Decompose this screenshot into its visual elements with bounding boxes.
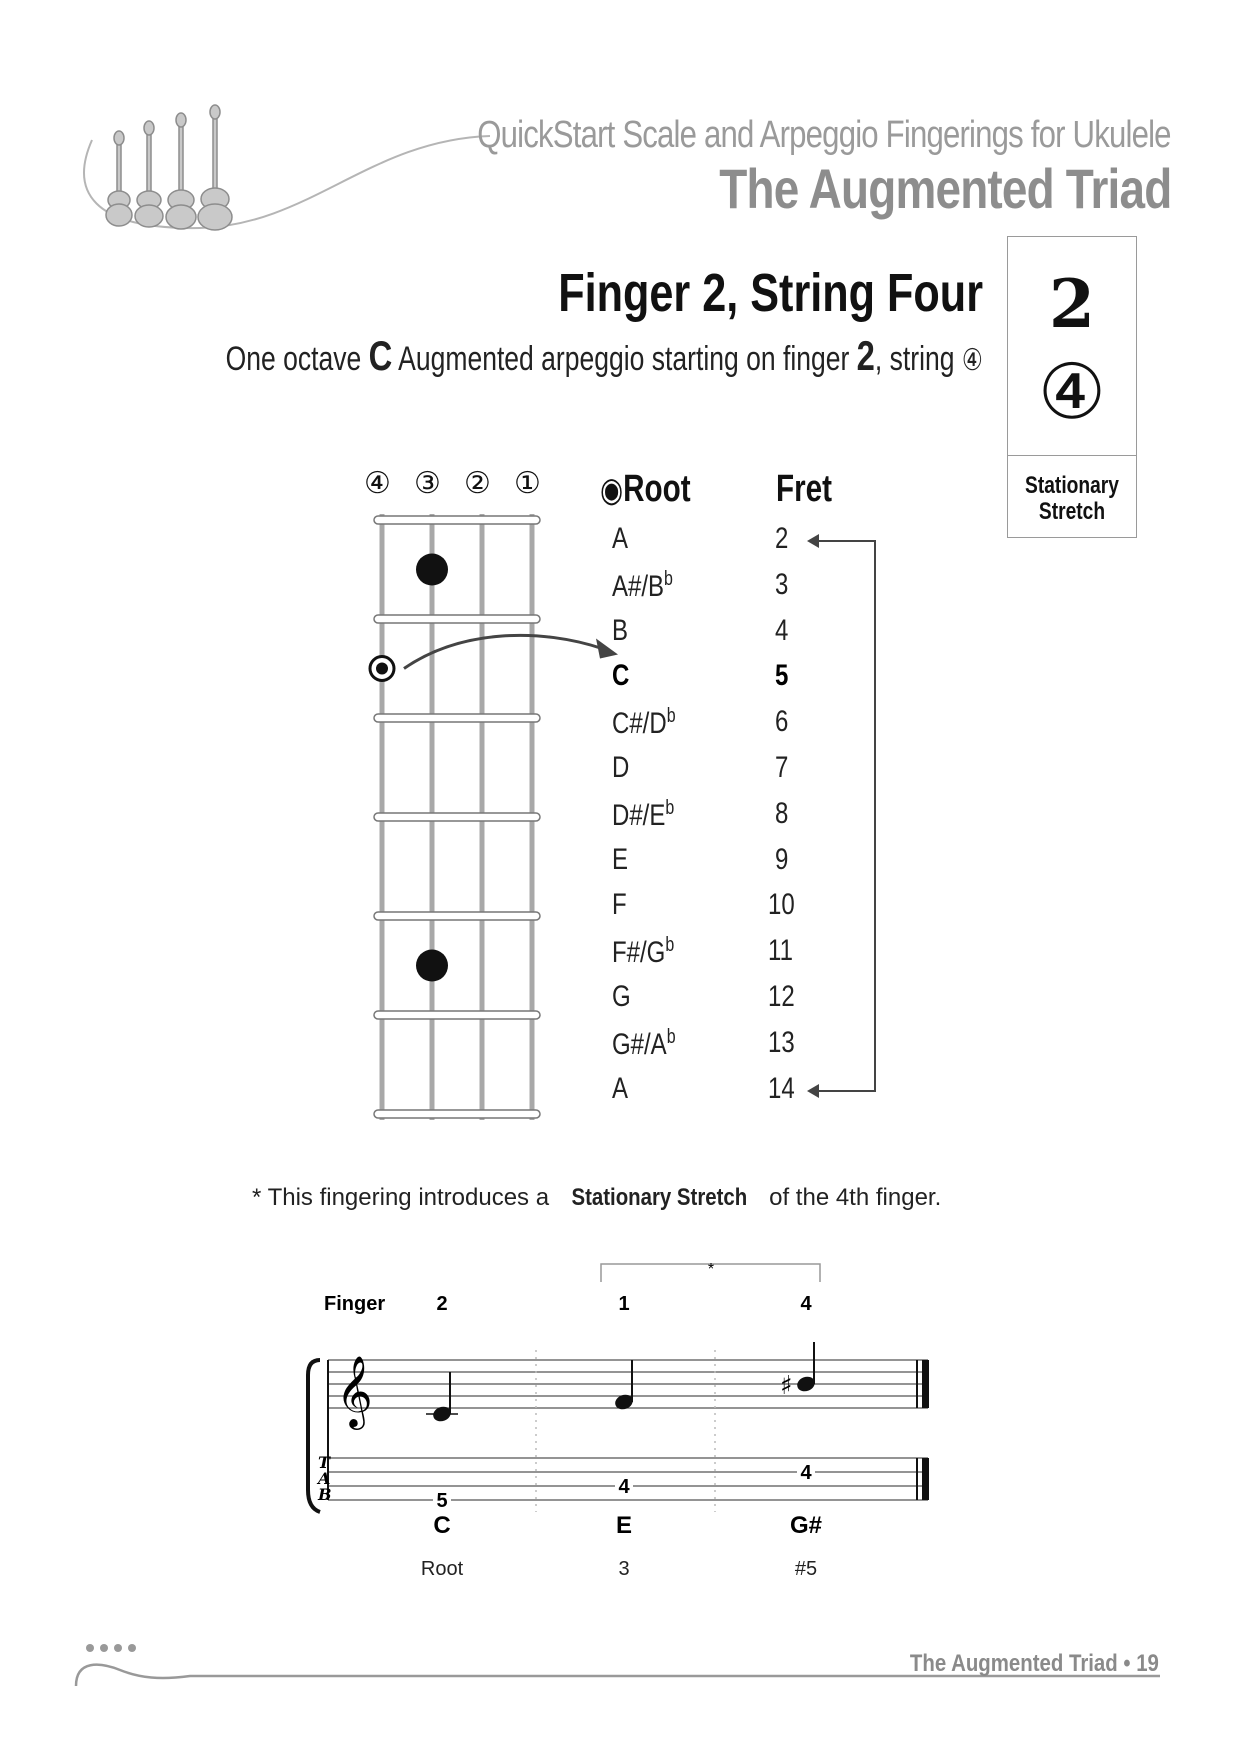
sharp-icon: ♯ [780, 1371, 793, 1401]
stretch-mark: * [707, 1261, 715, 1278]
tab-clef-letter: B [318, 1485, 332, 1504]
desc-finger: 2 [856, 332, 876, 379]
badge-finger-number: 2 [1049, 265, 1095, 343]
finger-number: 4 [800, 1293, 812, 1315]
chord-note-name: G# [789, 1512, 823, 1539]
root-dot-center [376, 663, 388, 675]
footer-page-label: The Augmented Triad • 19 [910, 1650, 1159, 1677]
flat-sign: b [666, 705, 676, 728]
fret-number: 13 [768, 1025, 795, 1059]
treble-clef-icon: 𝄞 [336, 1354, 373, 1427]
root-header [600, 468, 691, 511]
desc-text: , string [875, 340, 963, 378]
header-title: The Augmented Triad [718, 157, 1171, 220]
note-name: F [612, 888, 627, 922]
fret-number: 8 [775, 796, 789, 830]
notation-staff [300, 1250, 960, 1550]
badge-string-number: ④ [1037, 347, 1107, 436]
root-label: Root [623, 468, 691, 510]
badge-divider [1008, 455, 1136, 456]
fingering-badge [1007, 236, 1137, 538]
footnote-text: * This fingering introduces a [252, 1184, 556, 1211]
chord-degree: Root [420, 1558, 464, 1580]
fingering-title: Finger 2, String Four [558, 263, 983, 323]
note-name: B [612, 613, 629, 647]
octave-bracket-arrow [805, 530, 885, 1110]
fret-number: 4 [775, 613, 789, 647]
tab-clef-letter: T [318, 1453, 330, 1472]
finger-dot [416, 950, 448, 982]
fret-number: 12 [768, 980, 795, 1013]
note-name: C [612, 659, 630, 693]
fret-number: 2 [775, 522, 789, 555]
tab-number: 4 [800, 1462, 812, 1484]
badge-label-line: Stretch [1038, 498, 1106, 525]
fingering-description [226, 332, 983, 380]
footnote [252, 1184, 941, 1212]
flat-sign: b [666, 1025, 676, 1048]
fret-number: 9 [775, 842, 789, 876]
chord-note-name: C [433, 1512, 451, 1539]
fret-line [374, 615, 540, 623]
fret-number: 3 [775, 567, 789, 601]
root-target-icon: ◉ [600, 470, 624, 510]
flat-sign: b [665, 796, 675, 819]
flat-sign: b [664, 567, 673, 590]
finger-number: 1 [618, 1293, 630, 1315]
note-name: A [612, 522, 629, 555]
desc-text: One octave [225, 340, 369, 378]
fret-line [374, 912, 540, 920]
string-label: ① [514, 466, 541, 501]
desc-key: C [368, 332, 393, 379]
footnote-bold: Stationary Stretch [571, 1184, 747, 1211]
note-name: $A\#/B^b$ [612, 567, 673, 603]
desc-text: Augmented arpeggio starting on finger [392, 340, 857, 378]
fret-line [374, 1011, 540, 1019]
note-name: A [612, 1071, 629, 1105]
note-name: $F\#/G^b$ [612, 934, 675, 970]
finger-dot [416, 554, 448, 586]
string-label: ③ [414, 466, 441, 501]
badge-label [1021, 473, 1123, 525]
fret-number: 11 [768, 934, 793, 968]
fret-line [374, 714, 540, 722]
note-name: $G\#/A^b$ [612, 1025, 676, 1061]
fretboard-diagram [360, 510, 620, 1130]
string-label: ② [464, 466, 491, 501]
fret-line [374, 1110, 540, 1118]
fret-header: Fret [776, 468, 833, 510]
fret-number: 14 [768, 1071, 795, 1105]
fret-number: 7 [775, 751, 789, 784]
flat-sign: b [665, 934, 675, 957]
header-subtitle: QuickStart Scale and Arpeggio Fingerings for Ukulele [477, 114, 1171, 156]
string-labels [360, 466, 560, 506]
finger-number: 2 [436, 1293, 448, 1315]
chord-degree: 3 [618, 1558, 630, 1580]
note-name: D [612, 751, 630, 784]
note-name: E [612, 842, 629, 876]
tab-number: 4 [618, 1476, 630, 1498]
note-name: $D\#/E^b$ [612, 796, 675, 832]
fret-number: 5 [775, 659, 789, 693]
chord-note-name: E [615, 1512, 633, 1539]
fret-number: 6 [775, 705, 789, 739]
tab-clef [316, 1453, 332, 1504]
fret-line [374, 516, 540, 524]
string-label: ④ [364, 466, 391, 501]
desc-string: ④ [962, 343, 983, 378]
fret-number: 10 [768, 888, 795, 922]
tab-number: 5 [436, 1490, 448, 1512]
chord-degree: #5 [794, 1558, 818, 1580]
footnote-text: of the 4th finger. [762, 1184, 942, 1211]
ukulele-logo-icon [70, 100, 490, 235]
note-name: G [612, 980, 631, 1013]
note-name: $C\#/D^b$ [612, 705, 676, 741]
tab-clef-letter: A [318, 1469, 331, 1488]
badge-label-line: Stationary [1025, 472, 1119, 499]
fret-line [374, 813, 540, 821]
finger-label: Finger [324, 1293, 386, 1315]
